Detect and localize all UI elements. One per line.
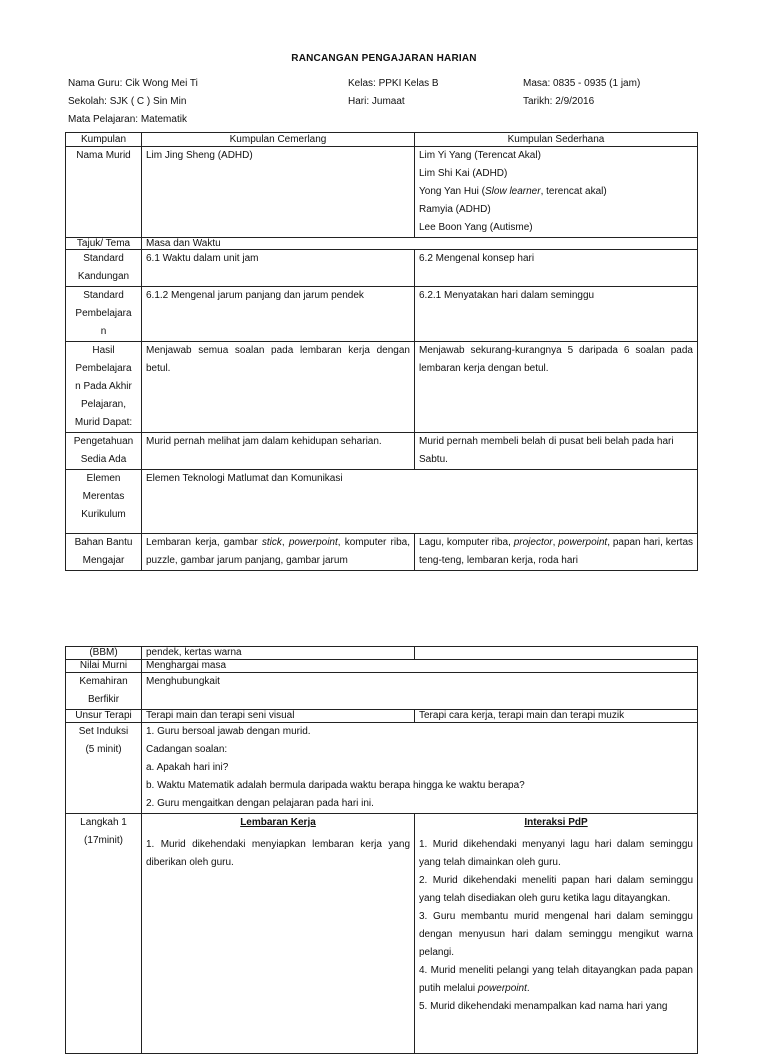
kemahiran-value: Menghubungkait (142, 673, 698, 710)
nilai-murni-value: Menghargai masa (142, 660, 698, 673)
hp-cemerlang: Menjawab semua soalan pada lembaran kerja dengan betul. (142, 342, 415, 433)
bbm-cemerlang-continued: pendek, kertas warna (142, 647, 415, 660)
lesson-table-part-1 (65, 132, 698, 571)
sederhana-step: 4. Murid meneliti pelangi yang telah ditayangkan pada papan putih melalui powerpoint. (419, 965, 693, 994)
sederhana-step: 5. Murid dikehendaki menampalkan kad nama hari yang (419, 1001, 668, 1012)
student-name: Lim Shi Kai (ADHD) (419, 168, 508, 179)
row-hasil-pembelajaran (66, 342, 698, 433)
sederhana-step: 2. Murid dikehendaki meneliti papan hari dalam seminggu yang telah disediakan oleh guru ketika lagu ditayangkan. (419, 875, 693, 904)
row-bbm-continued (66, 647, 698, 660)
psa-sederhana: Murid pernah membeli belah di pusat beli belah pada hari Sabtu. (415, 433, 698, 470)
row-bahan-bantu-mengajar (66, 534, 698, 571)
label-bbm: Bahan Bantu Mengajar (66, 534, 142, 571)
set-induksi-content (142, 723, 698, 814)
bbm-sederhana-continued (415, 647, 698, 660)
student-name: Yong Yan Hui (Slow learner, terencat akal) (419, 186, 607, 197)
langkah-sederhana (415, 814, 698, 1054)
label-standard-kandungan: Standard Kandungan (66, 250, 142, 287)
student-name: Lee Boon Yang (Autisme) (419, 222, 533, 233)
sk-sederhana: 6.2 Mengenal konsep hari (415, 250, 698, 287)
row-pengetahuan-sedia-ada (66, 433, 698, 470)
bbm-sederhana: Lagu, komputer riba, projector, powerpoint, papan hari, kertas teng-teng, lembaran kerja, roda hari (415, 534, 698, 571)
lesson-day: Hari: Jumaat (348, 96, 405, 107)
label-kemahiran-berfikir: Kemahiran Berfikir (66, 673, 142, 710)
row-langkah-1 (66, 814, 698, 1054)
sp-sederhana: 6.2.1 Menyatakan hari dalam seminggu (415, 287, 698, 342)
sederhana-heading: Interaksi PdP (524, 817, 588, 828)
cemerlang-heading: Lembaran Kerja (240, 817, 316, 828)
lesson-table-part-2 (65, 646, 698, 1054)
school-name: Sekolah: SJK ( C ) Sin Min (68, 96, 187, 107)
sp-cemerlang: 6.1.2 Mengenal jarum panjang dan jarum pendek (142, 287, 415, 342)
sk-cemerlang: 6.1 Waktu dalam unit jam (142, 250, 415, 287)
row-kemahiran-berfikir (66, 673, 698, 710)
label-standard-pembelajaran: Standard Pembelajara n (66, 287, 142, 342)
label-emk: Elemen Merentas Kurikulum (66, 470, 142, 534)
cemerlang-student: Lim Jing Sheng (ADHD) (142, 147, 415, 238)
hp-sederhana: Menjawab sekurang-kurangnya 5 daripada 6 soalan pada lembaran kerja dengan betul. (415, 342, 698, 433)
set-line: 2. Guru mengaitkan dengan pelajaran pada hari ini. (146, 798, 374, 809)
lesson-time: Masa: 0835 - 0935 (1 jam) (523, 78, 641, 89)
header-kumpulan: Kumpulan (66, 133, 142, 147)
set-line: Cadangan soalan: (146, 744, 228, 755)
set-line: a. Apakah hari ini? (146, 762, 229, 773)
langkah-cemerlang (142, 814, 415, 1054)
terapi-cemerlang: Terapi main dan terapi seni visual (142, 710, 415, 723)
label-bbm-short: (BBM) (66, 647, 142, 660)
row-standard-kandungan (66, 250, 698, 287)
row-nilai-murni (66, 660, 698, 673)
row-tajuk (66, 238, 698, 250)
label-unsur-terapi: Unsur Terapi (66, 710, 142, 723)
label-nama-murid: Nama Murid (66, 147, 142, 238)
label-set-induksi: Set Induksi (5 minit) (66, 723, 142, 814)
header-sederhana: Kumpulan Sederhana (415, 133, 698, 147)
subject-name: Mata Pelajaran: Matematik (68, 114, 187, 125)
row-set-induksi (66, 723, 698, 814)
emk-value: Elemen Teknologi Matlumat dan Komunikasi (142, 470, 698, 534)
label-tajuk: Tajuk/ Tema (66, 238, 142, 250)
sederhana-step: 1. Murid dikehendaki menyanyi lagu hari dalam seminggu yang telah dimainkan oleh guru. (419, 839, 693, 868)
table-header-row (66, 133, 698, 147)
sederhana-step: 3. Guru membantu murid mengenal hari dalam seminggu dengan menyusun hari dalam seminggu mengikut warna pelangi. (419, 911, 693, 958)
tajuk-value: Masa dan Waktu (142, 238, 698, 250)
set-line: b. Waktu Matematik adalah bermula daripada waktu berapa hingga ke waktu berapa? (146, 780, 525, 791)
cemerlang-step: 1. Murid dikehendaki menyiapkan lembaran kerja yang diberikan oleh guru. (146, 839, 410, 868)
sederhana-students (415, 147, 698, 238)
label-pengetahuan-sedia-ada: Pengetahuan Sedia Ada (66, 433, 142, 470)
row-unsur-terapi (66, 710, 698, 723)
bbm-cemerlang: Lembaran kerja, gambar stick, powerpoint, komputer riba, puzzle, gambar jarum panjang, gambar jarum (142, 534, 415, 571)
row-elemen-merentas-kurikulum (66, 470, 698, 534)
label-hasil-pembelajaran: Hasil Pembelajara n Pada Akhir Pelajaran, Murid Dapat: (66, 342, 142, 433)
terapi-sederhana: Terapi cara kerja, terapi main dan terapi muzik (415, 710, 698, 723)
row-nama-murid (66, 147, 698, 238)
psa-cemerlang: Murid pernah melihat jam dalam kehidupan seharian. (142, 433, 415, 470)
class-name: Kelas: PPKI Kelas B (348, 78, 439, 89)
lesson-date: Tarikh: 2/9/2016 (523, 96, 595, 107)
document-title: RANCANGAN PENGAJARAN HARIAN (291, 53, 477, 64)
student-name: Lim Yi Yang (Terencat Akal) (419, 150, 541, 161)
teacher-name: Nama Guru: Cik Wong Mei Ti (68, 78, 198, 89)
student-name: Ramyia (ADHD) (419, 204, 491, 215)
label-langkah-1: Langkah 1 (17minit) (66, 814, 142, 1054)
row-standard-pembelajaran (66, 287, 698, 342)
header-cemerlang: Kumpulan Cemerlang (142, 133, 415, 147)
set-line: 1. Guru bersoal jawab dengan murid. (146, 726, 311, 737)
label-nilai-murni: Nilai Murni (66, 660, 142, 673)
